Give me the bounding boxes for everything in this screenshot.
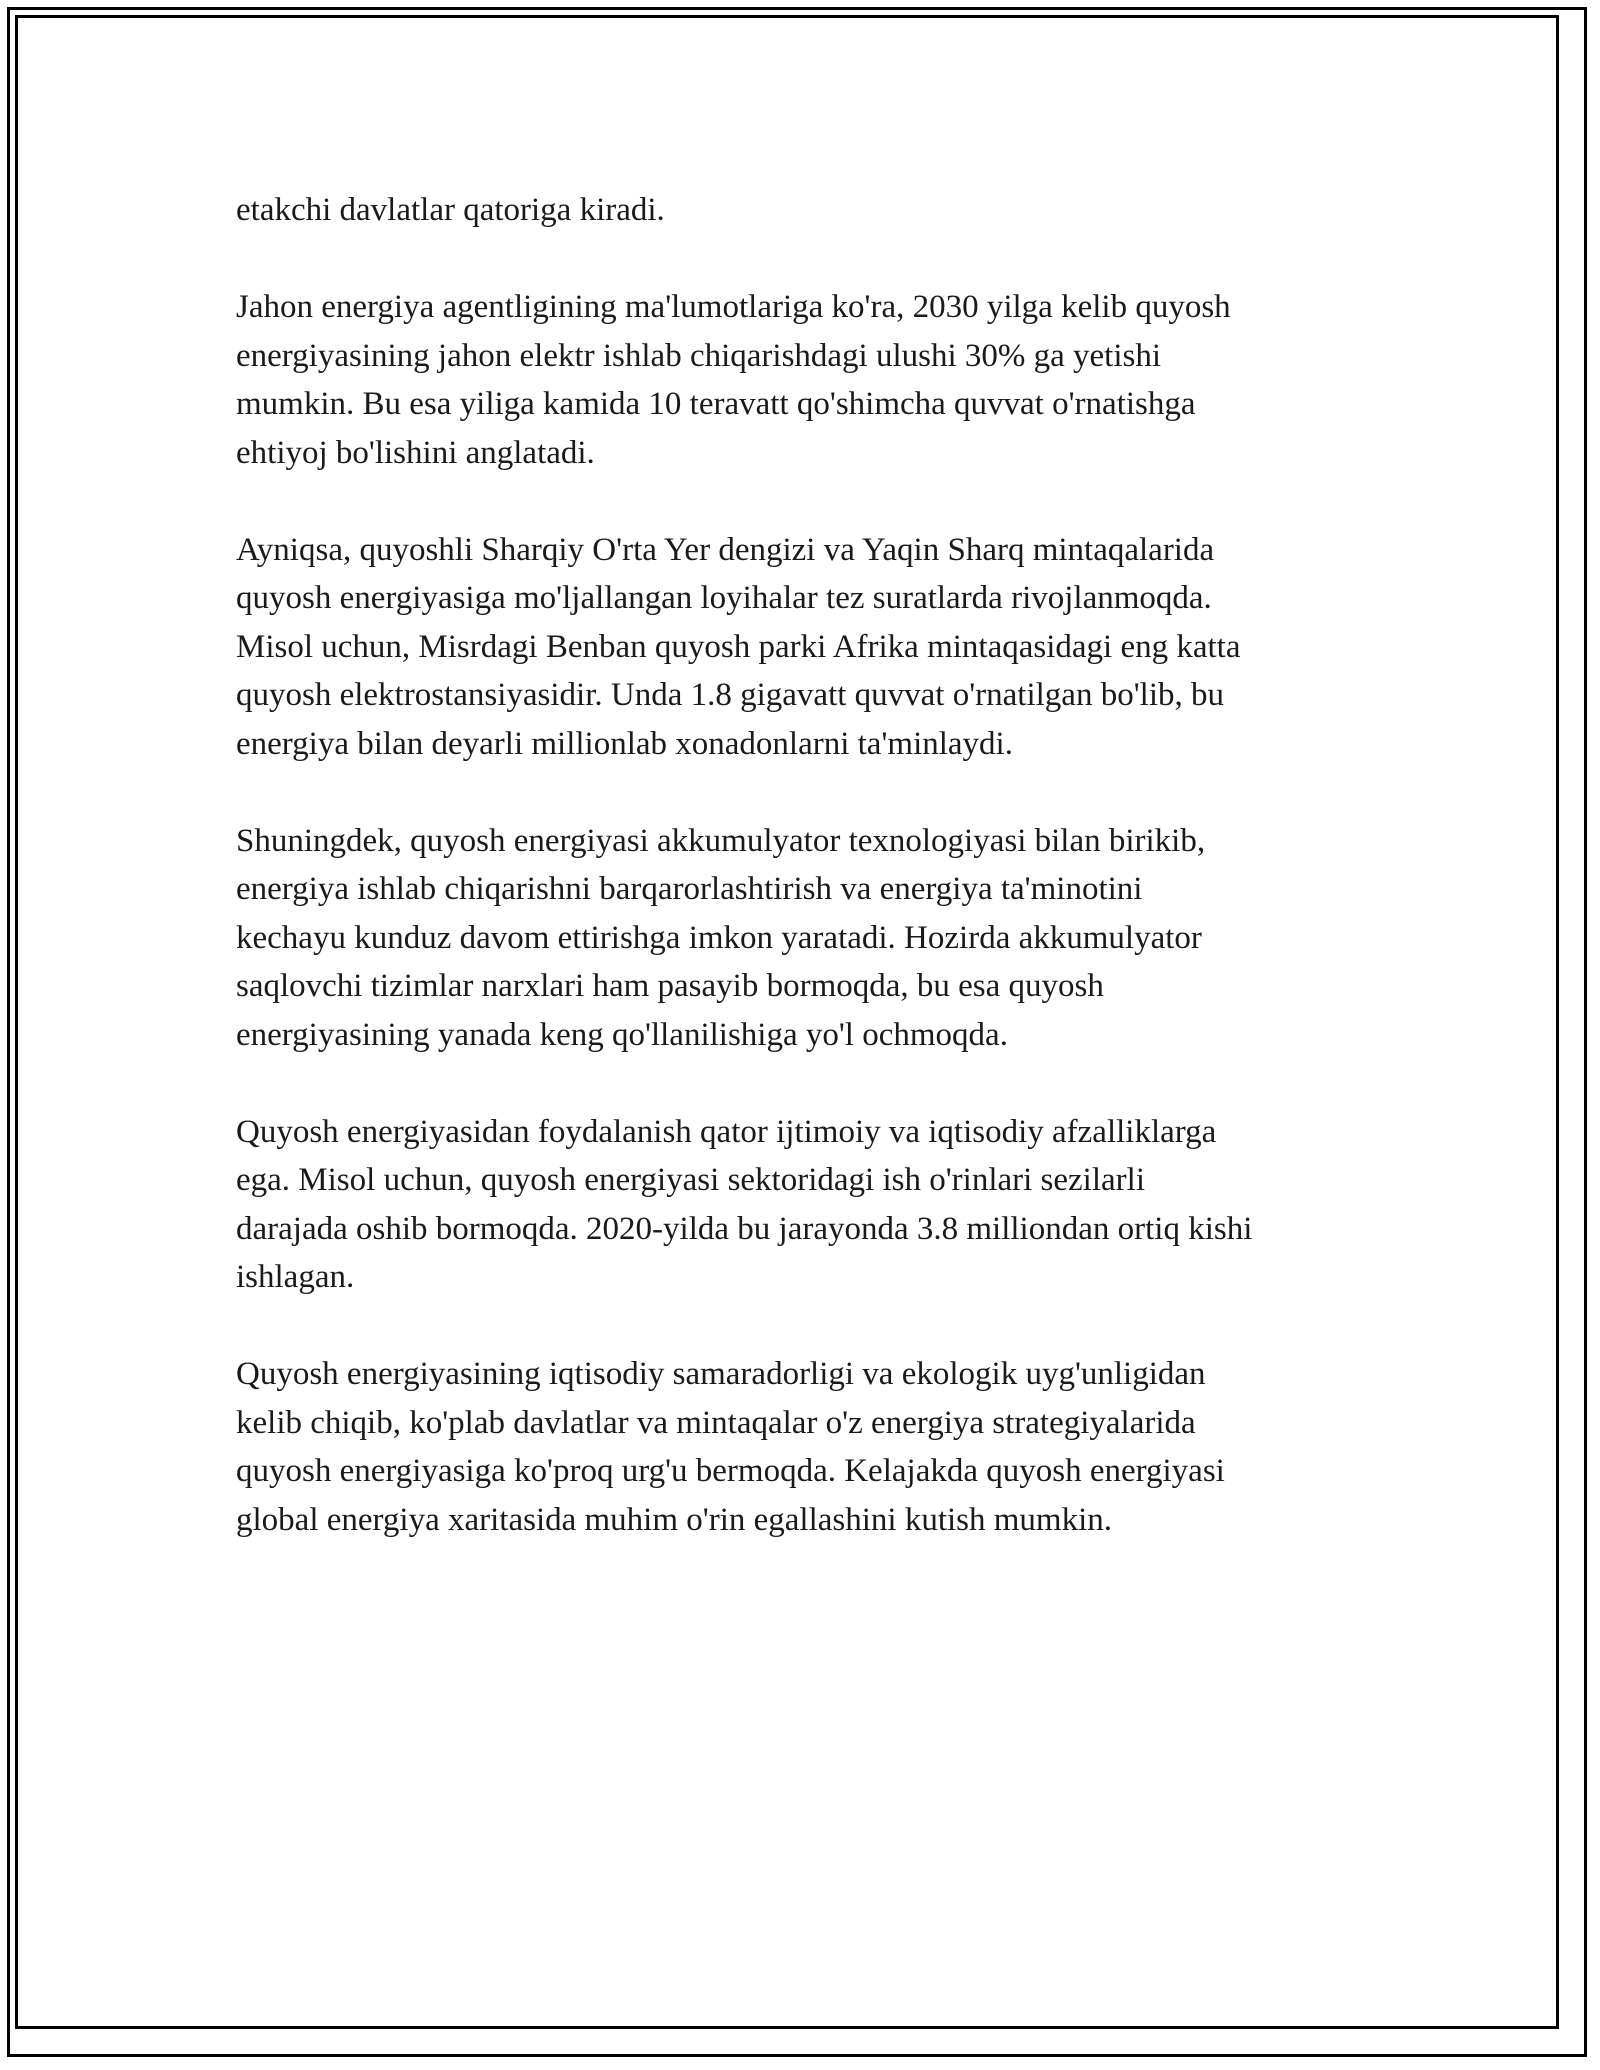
paragraph: Jahon energiya agentligining ma'lumotlariga ko'ra, 2030 yilga kelib quyosh energiyasining jahon elektr ishlab chiqarishdagi ulushi 30% ga yetishi mumkin. Bu esa yiliga kamida 10 teravatt qo'shimcha quvvat o'rnatishga ehtiyoj bo'lishini anglatadi. xyxy=(236,289,1231,471)
paragraph: Shuningdek, quyosh energiyasi akkumulyator texnologiyasi bilan birikib, energiya ishlab chiqarishni barqarorlashtirish va energiya ta'minotini kechayu kunduz davom ettirishga imkon yaratadi. Hozirda akkumulyator saqlovchi tizimlar narxlari ham pasayib bormoqda, bu esa quyosh energiyasining yanada keng qo'llanilishiga yo'l ochmoqda. xyxy=(236,822,1206,1053)
paragraph: Ayniqsa, quyoshli Sharqiy O'rta Yer dengizi va Yaqin Sharq mintaqalarida quyosh energiyasiga mo'ljallangan loyihalar tez suratlarda rivojlanmoqda. Misol uchun, Misrdagi Benban quyosh parki Afrika mintaqasidagi eng katta quyosh elektrostansiyasidir. Unda 1.8 gigavatt quvvat o'rnatilgan bo'lib, bu energiya bilan deyarli millionlab xonadonlarni ta'minlaydi. xyxy=(236,531,1241,762)
paragraph: Quyosh energiyasining iqtisodiy samaradorligi va ekologik uyg'unligidan kelib chiqib, ko'plab davlatlar va mintaqalar o'z energiya strategiyalarida quyosh energiyasiga ko'proq urg'u bermoqda. Kelajakda quyosh energiyasi global energiya xaritasida muhim o'rin egallashini kutish mumkin. xyxy=(236,1356,1225,1538)
document-body xyxy=(236,186,1376,1593)
paragraph: Quyosh energiyasidan foydalanish qator ijtimoiy va iqtisodiy afzalliklarga ega. Misol uchun, quyosh energiyasi sektoridagi ish o'rinlari sezilarli darajada oshib bormoqda. 2020-yilda bu jarayonda 3.8 milliondan ortiq kishi ishlagan. xyxy=(236,1113,1253,1295)
paragraph: etakchi davlatlar qatoriga kiradi. xyxy=(236,192,665,228)
